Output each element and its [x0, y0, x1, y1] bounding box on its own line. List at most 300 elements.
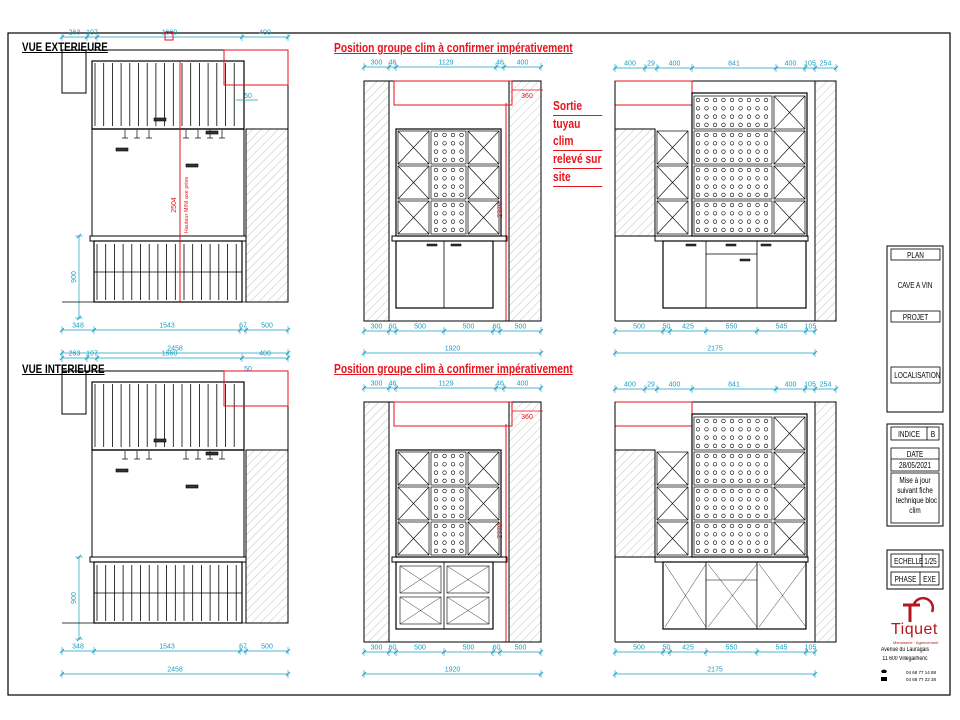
bottle-icon — [696, 203, 700, 207]
bottle-icon — [756, 177, 760, 181]
bottle-icon — [764, 107, 768, 111]
bottle-icon — [705, 98, 709, 102]
bottle-icon — [739, 177, 743, 181]
bottle-icon — [705, 506, 709, 510]
handle-icon — [186, 485, 198, 488]
bottle-icon — [756, 133, 760, 137]
bottle-icon — [739, 168, 743, 172]
bottle-icon — [730, 212, 734, 216]
bottle-icon — [434, 498, 438, 502]
bottle-icon — [739, 506, 743, 510]
bottle-rack — [694, 96, 772, 129]
bottle-icon — [443, 506, 447, 510]
bottle-icon — [443, 514, 447, 518]
cartouche-phase-value: EXE — [923, 575, 936, 584]
bottle-icon — [434, 454, 438, 458]
bottle-icon — [730, 133, 734, 137]
view-title-exterior: VUE EXTERIEURE — [22, 40, 108, 54]
dimension-label: 500 — [633, 323, 645, 331]
bottle-icon — [705, 203, 709, 207]
bottle-icon — [722, 524, 726, 528]
bottle-icon — [713, 514, 717, 518]
bottle-icon — [747, 436, 751, 440]
dimension-label: 2175 — [707, 345, 723, 353]
bottle-icon — [730, 463, 734, 467]
bottle-icon — [705, 123, 709, 127]
bottle-icon — [764, 158, 768, 162]
bottle-icon — [696, 506, 700, 510]
bottle-icon — [434, 506, 438, 510]
bottle-rack — [431, 131, 466, 164]
bottle-icon — [696, 168, 700, 172]
bottle-rack — [431, 201, 466, 234]
bottle-icon — [764, 489, 768, 493]
bottle-icon — [696, 444, 700, 448]
bottle-icon — [722, 463, 726, 467]
cartouche-date-value: 28/05/2021 — [898, 461, 932, 470]
bottle-icon — [764, 150, 768, 154]
bottle-icon — [451, 133, 455, 137]
dimension-label: 500 — [261, 322, 273, 330]
bottle-icon — [443, 185, 447, 189]
bottle-icon — [722, 193, 726, 197]
bottle-icon — [713, 524, 717, 528]
bottle-icon — [460, 541, 464, 545]
cabinet-upper — [396, 450, 501, 557]
dimension-label: 1920 — [444, 666, 461, 674]
dimension-label: 60 — [388, 644, 397, 652]
bottle-icon — [696, 549, 700, 553]
bottle-icon — [705, 115, 709, 119]
right-wall-column — [509, 81, 541, 321]
bottle-icon — [705, 454, 709, 458]
handle-icon — [154, 118, 166, 121]
dimension-label: 400 — [668, 60, 681, 68]
handle-icon — [116, 148, 128, 151]
bottle-icon — [705, 436, 709, 440]
bottle-icon — [756, 549, 760, 553]
bottle-icon — [764, 436, 768, 440]
revision-note-line: technique bloc — [895, 496, 938, 505]
bottle-icon — [722, 471, 726, 475]
dimension-label: 105 — [804, 381, 816, 389]
cartouche-echelle-label: ECHELLE — [894, 557, 924, 566]
bottle-icon — [756, 479, 760, 483]
bottle-icon — [722, 533, 726, 537]
handle-icon — [451, 244, 461, 246]
bottle-icon — [747, 203, 751, 207]
company-name: Tiquet — [891, 621, 938, 638]
bottle-icon — [460, 506, 464, 510]
bottle-icon — [434, 177, 438, 181]
bottle-icon — [705, 193, 709, 197]
bottle-icon — [443, 133, 447, 137]
dimension-label-vertical: 2504 — [171, 197, 178, 213]
bottle-icon — [730, 115, 734, 119]
dimension-label: 550 — [725, 644, 738, 652]
dimension-label: 107 — [86, 350, 98, 358]
dimension-label: 50 — [662, 644, 671, 652]
upper-wine-rack — [92, 61, 244, 129]
bottle-icon — [764, 115, 768, 119]
bottle-icon — [739, 479, 743, 483]
bottle-icon — [747, 98, 751, 102]
dimension-label: 60 — [492, 644, 501, 652]
sortie-note-line: relevé sur — [553, 151, 602, 169]
bottle-icon — [747, 549, 751, 553]
cartouche-echelle-value: 1/25 — [924, 557, 937, 566]
bottle-rack — [694, 166, 772, 199]
bottle-icon — [747, 177, 751, 181]
sortie-note-line: Sortie — [553, 98, 602, 116]
bottle-icon — [434, 463, 438, 467]
countertop — [392, 557, 507, 562]
bottle-icon — [451, 454, 455, 458]
bottle-icon — [722, 123, 726, 127]
tall-cabinet — [692, 93, 807, 236]
lower-wine-rack — [94, 241, 242, 302]
bottle-icon — [722, 212, 726, 216]
dimension-label: 400 — [259, 29, 271, 37]
countertop — [655, 557, 808, 562]
bottle-icon — [434, 471, 438, 475]
handle-icon — [116, 469, 128, 472]
bottle-icon — [730, 454, 734, 458]
bottle-icon — [730, 220, 734, 224]
bottle-icon — [756, 514, 760, 518]
bottle-icon — [764, 193, 768, 197]
bottle-icon — [730, 203, 734, 207]
bottle-icon — [713, 212, 717, 216]
bottle-icon — [713, 133, 717, 137]
bottle-icon — [722, 228, 726, 232]
base-cabinet — [396, 241, 493, 308]
bottle-icon — [739, 549, 743, 553]
bottle-icon — [451, 506, 455, 510]
bottle-icon — [460, 533, 464, 537]
dimension-label: 1660 — [161, 29, 178, 37]
dimension-label: 46 — [496, 380, 504, 388]
bottle-icon — [451, 220, 455, 224]
handle-icon — [206, 452, 218, 455]
bottle-icon — [722, 220, 726, 224]
bottle-icon — [460, 212, 464, 216]
handle-icon — [154, 439, 166, 442]
bottle-icon — [739, 203, 743, 207]
bottle-icon — [747, 228, 751, 232]
bottle-icon — [451, 524, 455, 528]
revision-note-line: Mise à jour — [899, 476, 931, 485]
bottle-icon — [756, 454, 760, 458]
bottle-icon — [739, 185, 743, 189]
bottle-icon — [696, 419, 700, 423]
bottle-icon — [747, 428, 751, 432]
bottle-icon — [460, 514, 464, 518]
bottle-icon — [696, 541, 700, 545]
bottle-icon — [434, 220, 438, 224]
bottle-icon — [451, 177, 455, 181]
bottle-icon — [460, 489, 464, 493]
dimension-label: 400 — [784, 60, 797, 68]
bottle-icon — [739, 158, 743, 162]
bottle-icon — [756, 524, 760, 528]
countertop — [392, 236, 507, 241]
bottle-icon — [739, 133, 743, 137]
bottle-icon — [730, 541, 734, 545]
dimension-label-vertical: 900 — [71, 271, 78, 283]
company-fax: 04 68 77 22 38 — [906, 677, 937, 682]
bottle-icon — [696, 463, 700, 467]
bottle-icon — [451, 471, 455, 475]
countertop — [655, 236, 808, 241]
bottle-icon — [443, 533, 447, 537]
bottle-icon — [713, 489, 717, 493]
right-wall-column — [815, 81, 836, 321]
dimension-label: 500 — [514, 323, 527, 331]
bottle-icon — [747, 533, 751, 537]
bottle-icon — [696, 123, 700, 127]
base-cabinet — [663, 241, 806, 308]
dimension-label: 29 — [647, 381, 655, 389]
bottle-icon — [713, 498, 717, 502]
bottle-icon — [747, 479, 751, 483]
bottle-icon — [705, 177, 709, 181]
bottle-icon — [722, 454, 726, 458]
bottle-icon — [460, 168, 464, 172]
bottle-icon — [747, 150, 751, 154]
bottle-icon — [747, 185, 751, 189]
bottle-icon — [756, 203, 760, 207]
bottle-icon — [460, 498, 464, 502]
bottle-icon — [451, 193, 455, 197]
bottle-icon — [696, 498, 700, 502]
bottle-icon — [756, 212, 760, 216]
sortie-note — [553, 98, 602, 187]
bottle-icon — [705, 185, 709, 189]
bottle-icon — [713, 463, 717, 467]
bottle-icon — [722, 506, 726, 510]
bottle-icon — [764, 203, 768, 207]
bottle-icon — [739, 115, 743, 119]
dimension-label: 300 — [370, 644, 383, 652]
dimension-label: 50 — [244, 366, 252, 373]
bottle-icon — [451, 212, 455, 216]
dimension-label: 400 — [668, 381, 681, 389]
company-address-line2: 11 600 Villegailhenc — [882, 656, 928, 662]
drawing-a-exterior — [60, 30, 290, 358]
company-address-line1: Avenue du Lauragais — [880, 647, 930, 653]
tall-cabinet — [692, 414, 807, 557]
bottle-icon — [747, 212, 751, 216]
bottle-icon — [460, 524, 464, 528]
bottle-rack — [694, 131, 772, 164]
bottle-icon — [713, 549, 717, 553]
bottle-icon — [696, 150, 700, 154]
bottle-icon — [451, 498, 455, 502]
bottle-icon — [713, 436, 717, 440]
bottle-icon — [722, 142, 726, 146]
handle-icon — [726, 244, 736, 246]
drawing-a-interior — [60, 351, 290, 679]
bottle-rack — [694, 417, 772, 450]
bottle-icon — [696, 177, 700, 181]
bottle-icon — [756, 436, 760, 440]
bottle-icon — [739, 533, 743, 537]
cartouche-projet-label: PROJET — [902, 313, 929, 322]
bottle-icon — [713, 541, 717, 545]
bottle-icon — [713, 203, 717, 207]
bottle-icon — [730, 123, 734, 127]
countertop — [90, 236, 246, 241]
dimension-label: 348 — [72, 643, 84, 651]
note-title-bottom: Position groupe clim à confirmer impérativement — [334, 362, 573, 376]
bottle-icon — [756, 444, 760, 448]
dimension-label: 60 — [388, 323, 397, 331]
bottle-icon — [696, 471, 700, 475]
bottle-icon — [443, 203, 447, 207]
bottle-icon — [443, 158, 447, 162]
bottle-icon — [722, 541, 726, 545]
bottle-icon — [764, 133, 768, 137]
bottle-icon — [722, 150, 726, 154]
bottle-icon — [722, 479, 726, 483]
bottle-icon — [756, 115, 760, 119]
bottle-icon — [730, 185, 734, 189]
dimension-label: 400 — [624, 60, 636, 68]
handle-icon — [206, 131, 218, 134]
bottle-icon — [747, 524, 751, 528]
bottle-icon — [443, 479, 447, 483]
bottle-icon — [739, 142, 743, 146]
bottle-icon — [722, 489, 726, 493]
bottle-icon — [730, 506, 734, 510]
bottle-icon — [460, 454, 464, 458]
bottle-icon — [764, 212, 768, 216]
bottle-icon — [434, 133, 438, 137]
bottle-icon — [696, 98, 700, 102]
bottle-icon — [713, 444, 717, 448]
bottle-icon — [722, 185, 726, 189]
dimension-label: 105 — [804, 644, 817, 652]
bottle-icon — [756, 419, 760, 423]
bottle-icon — [730, 498, 734, 502]
dimension-label: 360 — [521, 93, 533, 100]
dimension-label: 263 — [68, 350, 81, 358]
handle-icon — [427, 244, 437, 246]
bottle-icon — [764, 142, 768, 146]
dimension-label: 400 — [516, 59, 529, 67]
bottle-icon — [696, 193, 700, 197]
bottle-icon — [739, 463, 743, 467]
clim-box — [224, 371, 288, 406]
bottle-icon — [747, 115, 751, 119]
base-cabinet — [396, 562, 493, 629]
bottle-icon — [705, 533, 709, 537]
bottle-icon — [756, 228, 760, 232]
bottle-icon — [739, 524, 743, 528]
bottle-icon — [705, 212, 709, 216]
bottle-icon — [460, 471, 464, 475]
bottle-icon — [705, 428, 709, 432]
bottle-icon — [434, 524, 438, 528]
dimension-label: 500 — [462, 323, 475, 331]
bottle-icon — [730, 436, 734, 440]
bottle-icon — [747, 541, 751, 545]
bottle-icon — [730, 479, 734, 483]
bottle-icon — [434, 212, 438, 216]
handle-icon — [761, 244, 771, 246]
bottle-icon — [696, 428, 700, 432]
bottle-icon — [764, 463, 768, 467]
company-tagline: Menuiserie · Agencement — [893, 640, 939, 645]
bottle-icon — [705, 479, 709, 483]
dimension-label: 67 — [239, 643, 247, 651]
bottle-icon — [747, 133, 751, 137]
bottle-icon — [696, 220, 700, 224]
bottle-icon — [705, 142, 709, 146]
bottle-icon — [739, 123, 743, 127]
note-title-top: Position groupe clim à confirmer impérativement — [334, 41, 573, 55]
bottle-icon — [705, 228, 709, 232]
dimension-label: 1129 — [438, 59, 454, 67]
bottle-icon — [747, 193, 751, 197]
dimension-label: 2458 — [167, 345, 183, 353]
bottle-icon — [730, 150, 734, 154]
bottle-icon — [713, 142, 717, 146]
bottle-icon — [730, 107, 734, 111]
bottle-icon — [705, 150, 709, 154]
bottle-icon — [722, 498, 726, 502]
bottle-icon — [730, 193, 734, 197]
bottle-icon — [739, 98, 743, 102]
bottle-icon — [451, 203, 455, 207]
bottle-icon — [434, 185, 438, 189]
bottle-icon — [747, 419, 751, 423]
base-cabinet — [663, 562, 806, 629]
dimension-label: 46 — [388, 380, 397, 388]
bottle-icon — [696, 489, 700, 493]
cartouche-indice-label: INDICE — [898, 430, 920, 439]
bottle-icon — [451, 150, 455, 154]
dimension-label: 545 — [775, 323, 788, 331]
bottle-icon — [756, 168, 760, 172]
bottle-icon — [443, 150, 447, 154]
bottle-icon — [756, 533, 760, 537]
dimension-label: 1660 — [161, 350, 178, 358]
bottle-icon — [434, 150, 438, 154]
bottle-icon — [451, 168, 455, 172]
bottle-icon — [722, 428, 726, 432]
drawing-b-exterior — [362, 60, 543, 358]
bottle-icon — [696, 533, 700, 537]
bottle-icon — [739, 498, 743, 502]
dimension-label: 500 — [414, 323, 426, 331]
dimension-label: 300 — [370, 380, 383, 388]
bottle-icon — [460, 220, 464, 224]
bottle-icon — [451, 541, 455, 545]
bottle-icon — [730, 168, 734, 172]
height-note-label: Hauteur MINI axe prise — [184, 176, 190, 234]
dimension-label: 254 — [819, 381, 832, 389]
bottle-icon — [747, 489, 751, 493]
bottle-icon — [460, 463, 464, 467]
bottle-icon — [747, 514, 751, 518]
sortie-note-line: tuyau clim — [553, 116, 602, 151]
bottle-icon — [713, 177, 717, 181]
bottle-icon — [434, 514, 438, 518]
bottle-icon — [764, 549, 768, 553]
left-cabinet-block — [62, 50, 86, 93]
